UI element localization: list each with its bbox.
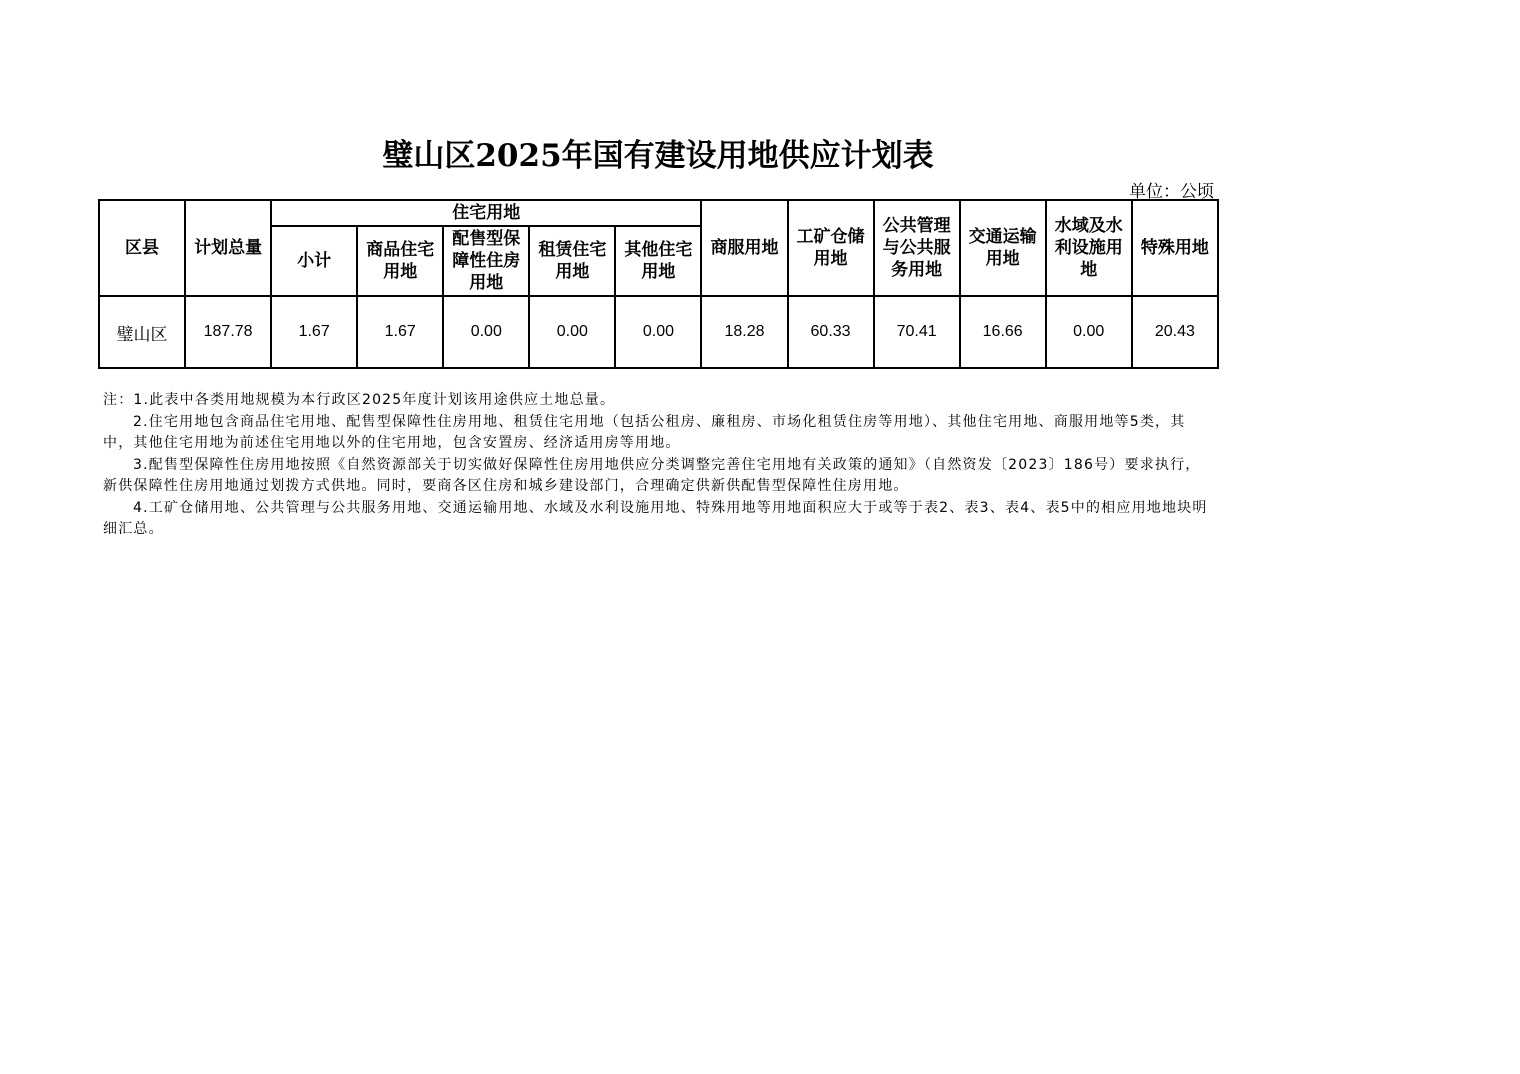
land-supply-table xyxy=(98,199,1219,369)
header-industrial-storage: 工矿仓储用地 xyxy=(788,200,874,296)
header-commercial-residential: 商品住宅用地 xyxy=(357,226,443,296)
header-commercial-service: 商服用地 xyxy=(701,200,787,296)
cell-commercial-residential: 1.67 xyxy=(357,296,443,368)
unit-label: 单位：公顷 xyxy=(1129,182,1214,202)
cell-commercial-service: 18.28 xyxy=(701,296,787,368)
cell-rental: 0.00 xyxy=(529,296,615,368)
cell-affordable-sale: 0.00 xyxy=(443,296,529,368)
header-other-residential: 其他住宅用地 xyxy=(615,226,701,296)
cell-transport: 16.66 xyxy=(960,296,1046,368)
header-water: 水域及水利设施用地 xyxy=(1046,200,1132,296)
note-3: 3.配售型保障性住房用地按照《自然资源部关于切实做好保障性住房用地供应分类调整完善住宅用地有关政策的通知》（自然资发〔2023〕186号）要求执行，新供保障性住房用地通过划拨方式供地。同时，要商各区住房和城乡建设部门，合理确定供新供配售型保障性住房用地。 xyxy=(103,456,1201,494)
note-4: 4.工矿仓储用地、公共管理与公共服务用地、交通运输用地、水域及水利设施用地、特殊用地等用地面积应大于或等于表2、表3、表4、表5中的相应用地地块明细汇总。 xyxy=(103,499,1208,537)
note-2: 2.住宅用地包含商品住宅用地、配售型保障性住房用地、租赁住宅用地（包括公租房、廉租房、市场化租赁住房等用地）、其他住宅用地、商服用地等5类，其中，其他住宅用地为前述住宅用地以外的住宅用地，包含安置房、经济适用房等用地。 xyxy=(103,413,1186,451)
header-row-1 xyxy=(99,200,1218,226)
cell-industrial-storage: 60.33 xyxy=(788,296,874,368)
cell-special: 20.43 xyxy=(1132,296,1218,368)
header-affordable-sale: 配售型保障性住房用地 xyxy=(443,226,529,296)
header-residential-group: 住宅用地 xyxy=(271,200,701,226)
header-rental: 租赁住宅用地 xyxy=(529,226,615,296)
cell-water: 0.00 xyxy=(1046,296,1132,368)
header-district: 区县 xyxy=(99,200,185,296)
notes xyxy=(103,390,1213,541)
cell-subtotal: 1.67 xyxy=(271,296,357,368)
cell-total: 187.78 xyxy=(185,296,271,368)
header-public-service: 公共管理与公共服务用地 xyxy=(874,200,960,296)
page-title: 璧山区2025年国有建设用地供应计划表 xyxy=(382,138,934,174)
cell-other-residential: 0.00 xyxy=(615,296,701,368)
header-special: 特殊用地 xyxy=(1132,200,1218,296)
header-total: 计划总量 xyxy=(185,200,271,296)
header-subtotal: 小计 xyxy=(271,226,357,296)
header-transport: 交通运输用地 xyxy=(960,200,1046,296)
cell-public-service: 70.41 xyxy=(874,296,960,368)
cell-district: 璧山区 xyxy=(99,296,185,368)
table-row xyxy=(99,296,1218,368)
note-1: 注：1.此表中各类用地规模为本行政区2025年度计划该用途供应土地总量。 xyxy=(103,392,616,408)
